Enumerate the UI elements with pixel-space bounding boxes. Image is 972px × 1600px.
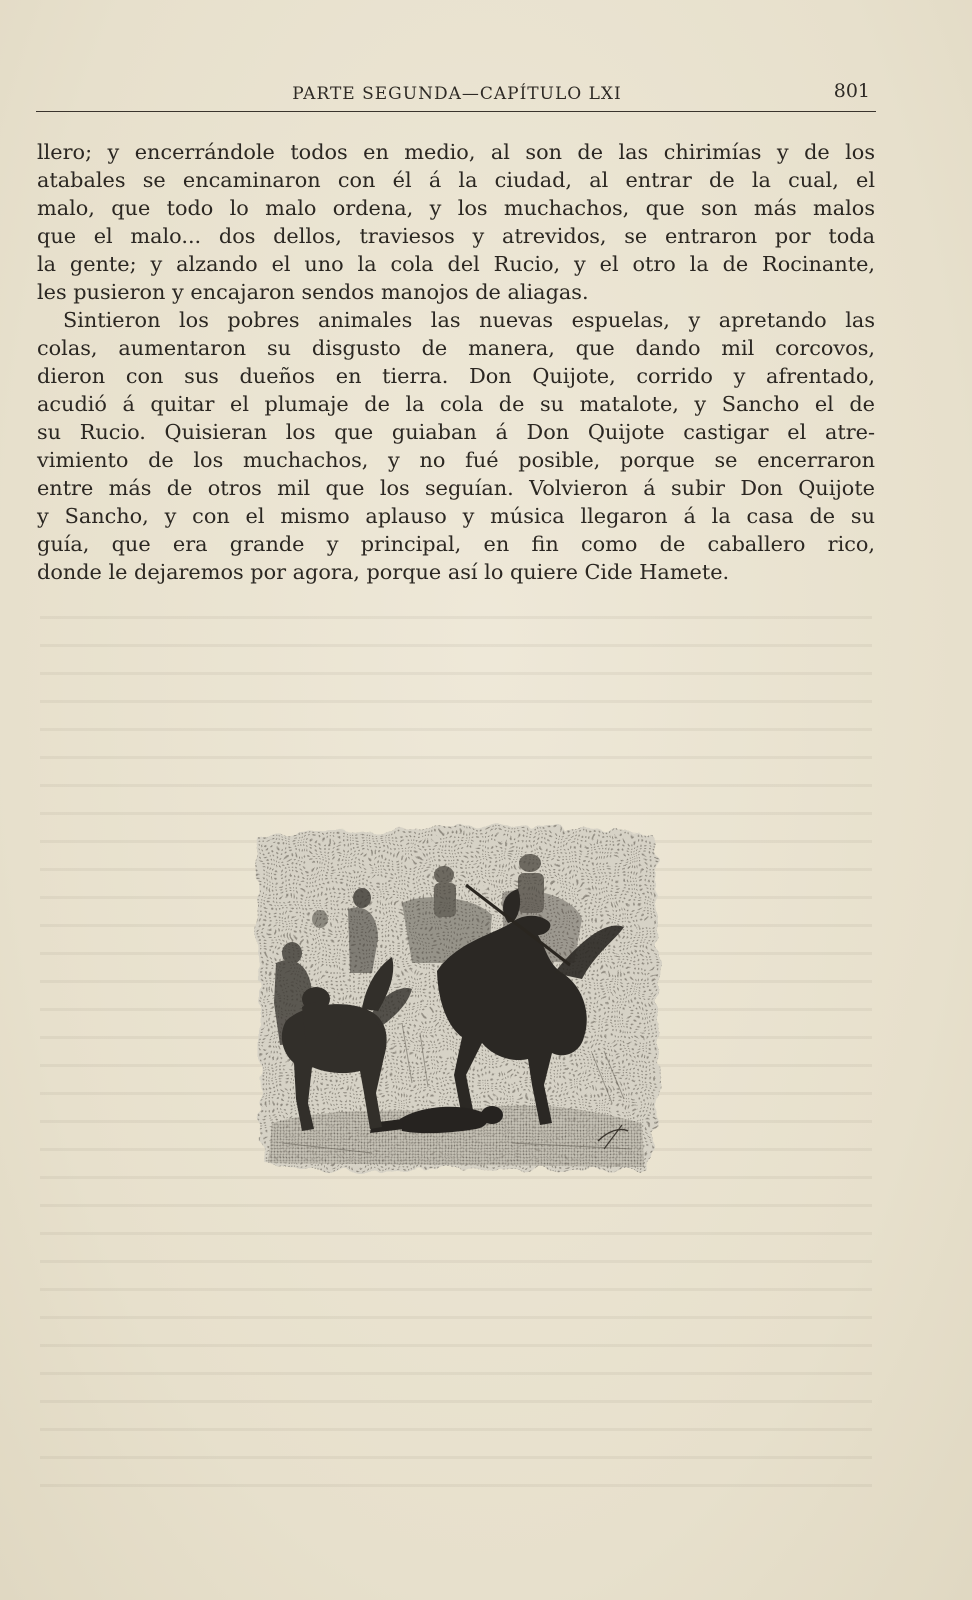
header-rule (36, 111, 876, 112)
text-line: la gente; y alzando el uno la cola del Rucio, y el otro la de Rocinante, (37, 252, 875, 276)
text-line: malo, que todo lo malo ordena, y los muchachos, que son más malos (37, 196, 875, 220)
running-title: PARTE SEGUNDA—CAPÍTULO LXI (292, 84, 622, 104)
text-line: entre más de otros mil que los seguían. Volvieron á subir Don Quijote (37, 476, 875, 500)
text-line: donde le dejaremos por agora, porque así lo quiere Cide Hamete. (37, 560, 730, 584)
page-number: 801 (833, 80, 870, 102)
text-line: llero; y encerrándole todos en medio, al son de las chirimías y de los (37, 140, 875, 164)
running-head (36, 80, 878, 110)
text-line: vimiento de los muchachos, y no fué posible, porque se encerraron (37, 448, 875, 472)
text-line: y Sancho, y con el mismo aplauso y música llegaron á la casa de su (37, 504, 875, 528)
text-line: Sintieron los pobres animales las nuevas espuelas, y apretando las (63, 308, 875, 332)
text-line: su Rucio. Quisieran los que guiaban á Don Quijote castigar el atre- (37, 420, 875, 444)
text-line: colas, aumentaron su disgusto de manera, que dando mil corcovos, (37, 336, 875, 360)
body-text (37, 138, 875, 586)
text-line: atabales se encaminaron con él á la ciudad, al entrar de la cual, el (37, 168, 875, 192)
engraving-riders-falling-from-horses-icon (252, 823, 662, 1175)
text-line: dieron con sus dueños en tierra. Don Quijote, corrido y afrentado, (37, 364, 875, 388)
text-line: que el malo... dos dellos, traviesos y atrevidos, se entraron por toda (37, 224, 875, 248)
text-line: guía, que era grande y principal, en fin como de caballero rico, (37, 532, 875, 556)
text-line: les pusieron y encajaron sendos manojos de aliagas. (37, 280, 589, 304)
text-line: acudió á quitar el plumaje de la cola de su matalote, y Sancho el de (37, 392, 875, 416)
